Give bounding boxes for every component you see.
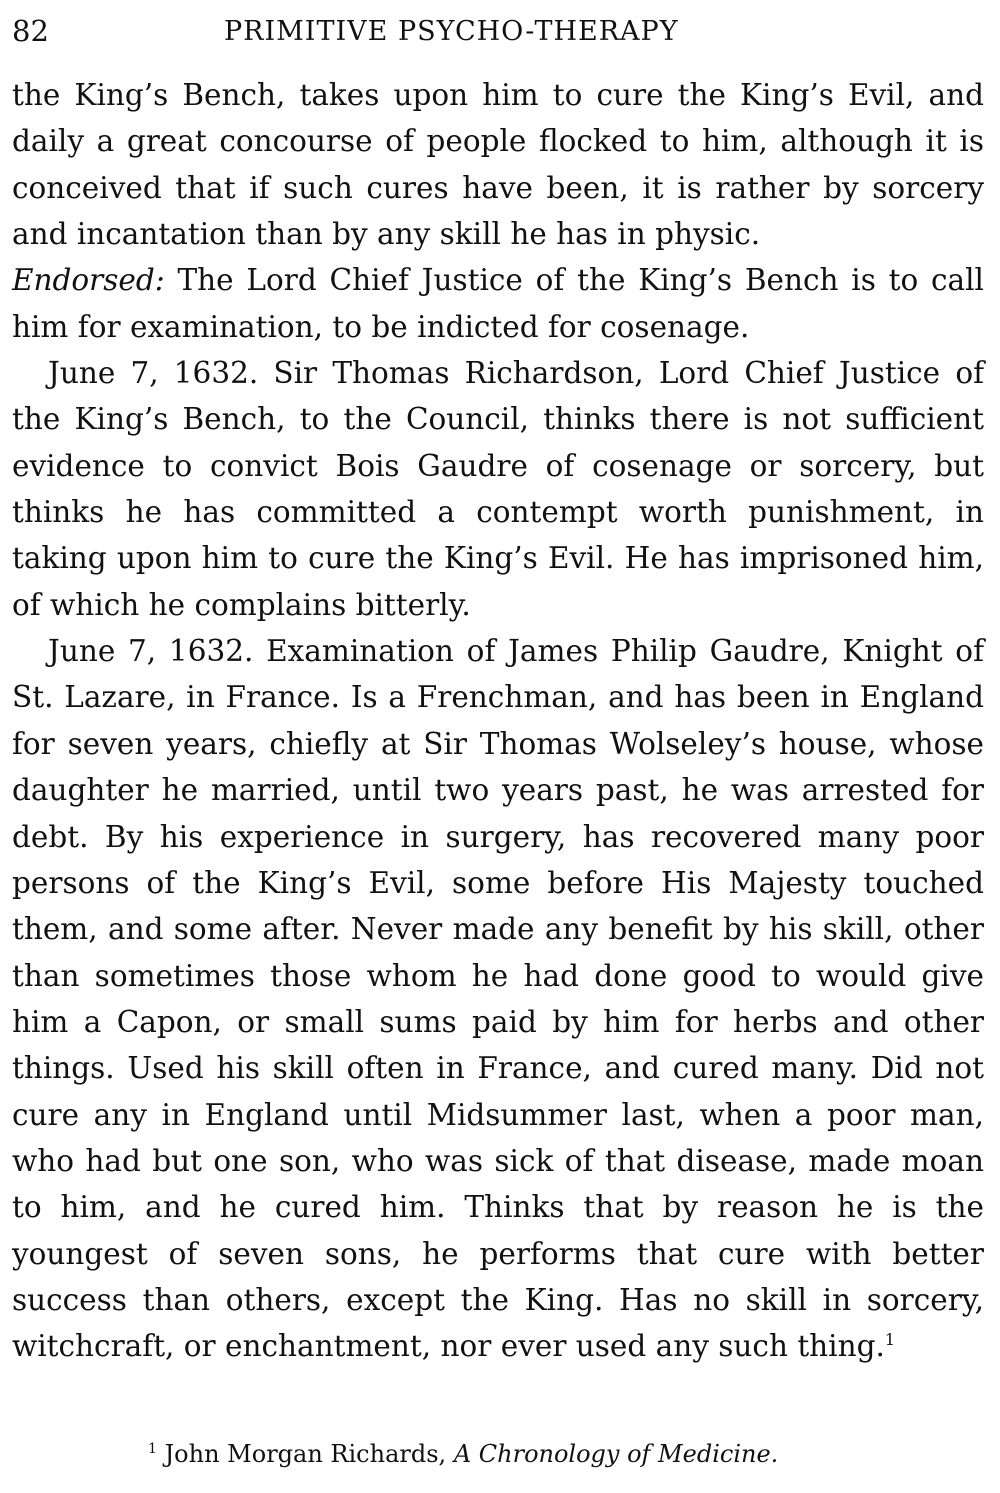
page-header <box>12 6 982 52</box>
paragraph-3 <box>12 628 984 1370</box>
endorsed-label: Endorsed: <box>12 263 165 298</box>
footnote <box>148 1440 778 1468</box>
footnote-mark: 1 <box>148 1441 157 1457</box>
paragraph-3-text: June 7, 1632. Examination of James Philip Gaudre, Knight of St. Lazare, in France. Is a Frenchman, and has been in England for seven years, chiefly at Sir Thomas Wolseley’s house, whose daughter he married, until two years past, he was arrested for debt. By his experience in surgery, has recovered many poor persons of the King’s Evil, some before His Majesty touched them, and some after. Never made any benefit by his skill, other than sometimes those whom he had done good to would give him a Capon, or small sums paid by him for herbs and other things. Used his skill often in France, and cured many. Did not cure any in England until Midsummer last, when a poor man, who had but one son, who was sick of that disease, made moan to him, and he cured him. Thinks that by reason he is the youngest of seven sons, he performs that cure with better success than others, except the King. Has no skill in sorcery, witchcraft, or enchantment, nor ever used any such thing. <box>12 634 984 1364</box>
paragraph-2 <box>12 350 984 628</box>
paragraph-1 <box>12 72 984 350</box>
endorsed-text: The Lord Chief Justice of the King’s Bench is to call him for examination, to be indicted for cosenage. <box>12 263 984 344</box>
paragraph-1-text: the King’s Bench, takes upon him to cure the King’s Evil, and daily a great concourse of people flocked to him, although it is conceived that if such cures have been, it is rather by sorcery and incantation than by any skill he has in physic. <box>12 78 984 252</box>
footnote-reference: 1 <box>884 1330 896 1350</box>
footnote-author: John Morgan Richards, <box>164 1440 447 1468</box>
paragraph-2-text: June 7, 1632. Sir Thomas Richardson, Lord Chief Justice of the King’s Bench, to the Council, thinks there is not sufficient evidence to convict Bois Gaudre of cosenage or sorcery, but thinks he has committed a contempt worth punishment, in taking upon him to cure the King’s Evil. He has imprisoned him, of which he complains bitterly. <box>12 356 984 622</box>
body-text <box>12 72 984 1370</box>
page-number: 82 <box>12 14 49 48</box>
footnote-title: A Chronology of Medicine. <box>453 1440 779 1468</box>
running-head: PRIMITIVE PSYCHO-THERAPY <box>224 16 679 47</box>
